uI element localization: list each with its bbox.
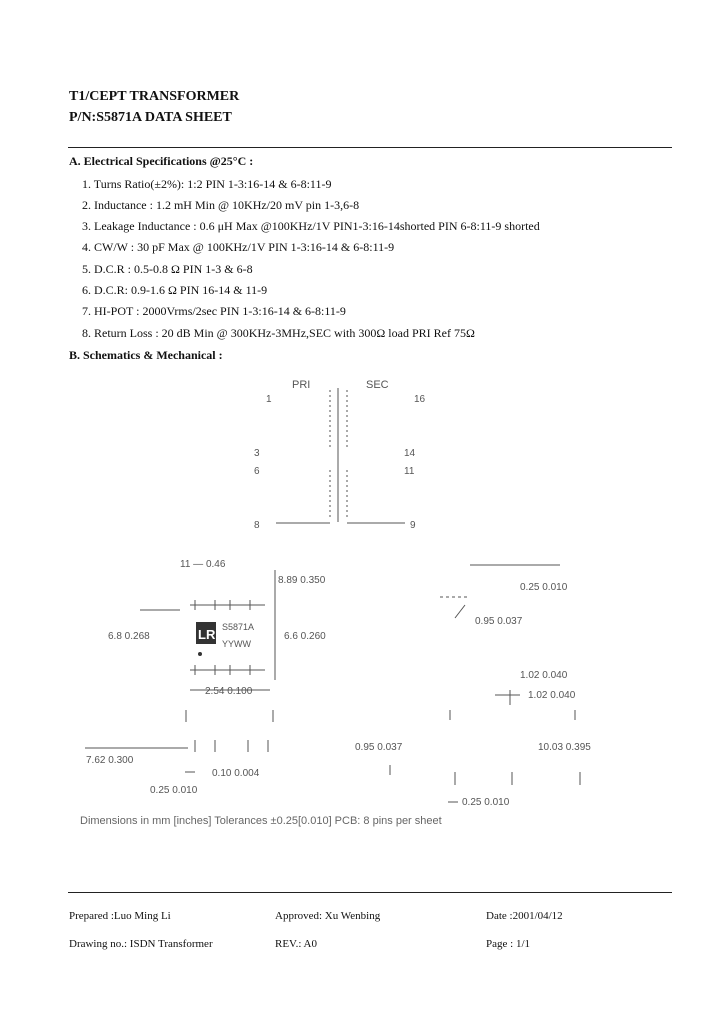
spec-line: 6. D.C.R: 0.9-1.6 Ω PIN 16-14 & 11-9 [82, 283, 268, 297]
revision: REV.: A0 [275, 938, 317, 950]
dimension-label: 0.10 0.004 [212, 768, 260, 779]
sec-label: SEC [366, 379, 389, 391]
document-date: Date :2001/04/12 [486, 910, 563, 922]
part-marking: S5871A [222, 622, 255, 632]
dimension-label: 11 — 0.46 [180, 559, 226, 570]
page-number: Page : 1/1 [486, 938, 530, 950]
section-b-heading: B. Schematics & Mechanical : [69, 348, 223, 362]
pin-label: 8 [254, 520, 260, 531]
dimension-label: 0.25 0.010 [150, 785, 198, 796]
prepared-by: Prepared :Luo Ming Li [69, 910, 171, 922]
dimension-label: 10.03 0.395 [538, 742, 591, 753]
pin-label: 1 [266, 394, 272, 405]
section-a-heading: A. Electrical Specifications @25°C : [69, 154, 254, 168]
spec-line: 2. Inductance : 1.2 mH Min @ 10KHz/20 mV pin 1-3,6-8 [82, 198, 360, 212]
dimension-label: 6.6 0.260 [284, 631, 326, 642]
dimension-label: 7.62 0.300 [86, 755, 134, 766]
lr-logo [196, 622, 216, 656]
dimension-label: 0.25 0.010 [520, 582, 568, 593]
title-line-1: T1/CEPT TRANSFORMER [69, 89, 240, 104]
spec-line: 1. Turns Ratio(±2%): 1:2 PIN 1-3:16-14 & 6-8:11-9 [82, 177, 332, 191]
dimension-label: 2.54 0.100 [205, 686, 253, 697]
spec-line: 3. Leakage Inductance : 0.6 μH Max @100KHz/1V PIN1-3:16-14shorted PIN 6-8:11-9 shorted [82, 219, 540, 233]
spec-line: 7. HI-POT : 2000Vrms/2sec PIN 1-3:16-14 & 6-8:11-9 [82, 304, 346, 318]
spec-line: 5. D.C.R : 0.5-0.8 Ω PIN 1-3 & 6-8 [82, 262, 253, 276]
pin-label: 11 [404, 466, 415, 477]
dimension-label: 0.25 0.010 [462, 797, 510, 808]
approved-by: Approved: Xu Wenbing [275, 910, 381, 922]
spec-line: 4. CW/W : 30 pF Max @ 100KHz/1V PIN 1-3:16-14 & 6-8:11-9 [82, 240, 395, 254]
dimension-label: 1.02 0.040 [520, 670, 568, 681]
transformer-schematic [276, 388, 405, 523]
dimension-label: 0.95 0.037 [475, 616, 523, 627]
mechanical-note: Dimensions in mm [inches] Tolerances ±0.25[0.010] PCB: 8 pins per sheet [80, 815, 442, 827]
schematic-mechanical-figure [0, 360, 720, 840]
pin-label: 6 [254, 466, 260, 477]
header-rule [68, 147, 672, 148]
pin-label: 16 [414, 394, 426, 405]
pin-label: 3 [254, 448, 260, 459]
date-code-marking: YYWW [222, 639, 251, 649]
dimension-label: 6.8 0.268 [108, 631, 150, 642]
pin-label: 9 [410, 520, 416, 531]
dimension-label: 8.89 0.350 [278, 575, 326, 586]
dimension-label: 1.02 0.040 [528, 690, 576, 701]
dimension-label: 0.95 0.037 [355, 742, 403, 753]
pri-label: PRI [292, 379, 311, 391]
pin-label: 14 [404, 448, 416, 459]
spec-line: 8. Return Loss : 20 dB Min @ 300KHz-3MHz,SEC with 300Ω load PRI Ref 75Ω [82, 326, 475, 340]
logo-text: LR [198, 627, 216, 642]
footer-rule [68, 892, 672, 893]
title-line-2: P/N:S5871A DATA SHEET [69, 110, 232, 125]
drawing-number: Drawing no.: ISDN Transformer [69, 938, 213, 950]
